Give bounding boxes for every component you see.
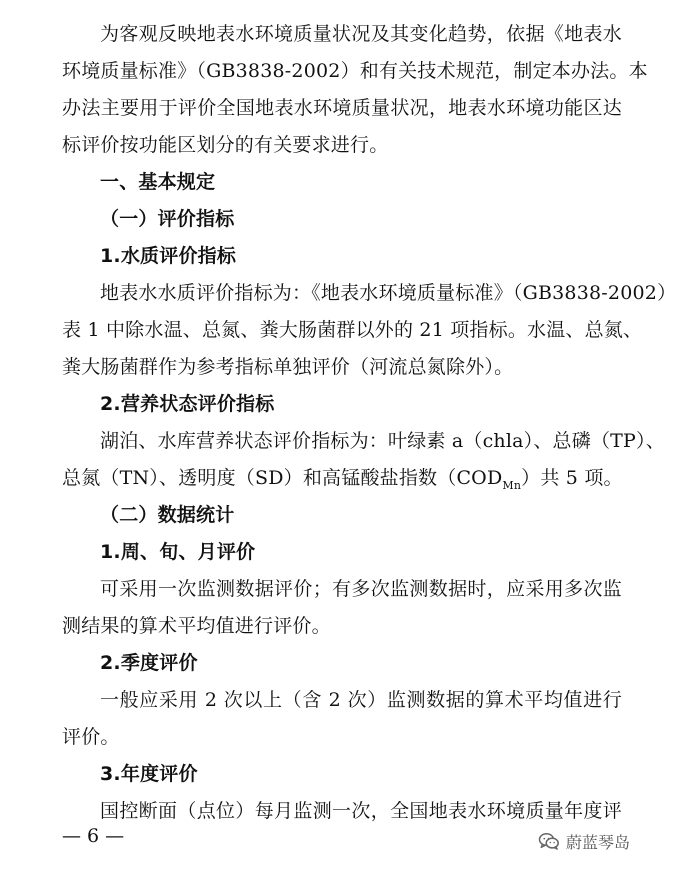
item-heading: 1.水质评价指标 bbox=[100, 245, 237, 267]
text-segment: 总氮（TN）、透明度（SD）和高锰酸盐指数（COD bbox=[62, 467, 503, 489]
item-heading: 2.季度评价 bbox=[100, 652, 198, 674]
wechat-icon bbox=[538, 832, 560, 850]
page-number: — 6 — bbox=[62, 825, 125, 847]
paragraph-line: 地表水水质评价指标为：《地表水环境质量标准》（GB3838-2002） bbox=[100, 282, 677, 304]
paragraph-line: 环境质量标准》（GB3838-2002）和有关技术规范，制定本办法。本 bbox=[62, 60, 648, 82]
paragraph-line: 表 1 中除水温、总氮、粪大肠菌群以外的 21 项指标。水温、总氮、 bbox=[62, 319, 643, 341]
item-heading: 3.年度评价 bbox=[100, 763, 198, 785]
text-segment: ）共 5 项。 bbox=[521, 467, 623, 489]
paragraph-line: 国控断面（点位）每月监测一次，全国地表水环境质量年度评 bbox=[100, 800, 622, 822]
subsection-heading: （一）评价指标 bbox=[100, 208, 235, 230]
section-heading: 一、基本规定 bbox=[100, 171, 216, 193]
watermark bbox=[538, 829, 630, 853]
paragraph-line: 粪大肠菌群作为参考指标单独评价（河流总氮除外）。 bbox=[62, 356, 514, 378]
subsection-heading: （二）数据统计 bbox=[100, 504, 235, 526]
paragraph-line: 标评价按功能区划分的有关要求进行。 bbox=[62, 134, 389, 156]
paragraph-line: 办法主要用于评价全国地表水环境质量状况，地表水环境功能区达 bbox=[62, 97, 622, 119]
paragraph-line: 湖泊、水库营养状态评价指标为：叶绿素 a（chla）、总磷（TP）、 bbox=[100, 430, 665, 452]
paragraph-line: 为客观反映地表水环境质量状况及其变化趋势，依据《地表水 bbox=[100, 23, 622, 45]
subscript-text: Mn bbox=[502, 478, 522, 492]
item-heading: 1.周、旬、月评价 bbox=[100, 541, 256, 563]
paragraph-line: 评价。 bbox=[62, 726, 120, 748]
paragraph-line: 一般应采用 2 次以上（含 2 次）监测数据的算术平均值进行 bbox=[100, 689, 622, 711]
paragraph-line: 测结果的算术平均值进行评价。 bbox=[62, 615, 331, 637]
paragraph-line bbox=[62, 466, 622, 498]
watermark-text: 蔚蓝琴岛 bbox=[566, 832, 631, 852]
paragraph-line: 可采用一次监测数据评价；有多次监测数据时，应采用多次监 bbox=[100, 578, 622, 600]
item-heading: 2.营养状态评价指标 bbox=[100, 393, 275, 415]
